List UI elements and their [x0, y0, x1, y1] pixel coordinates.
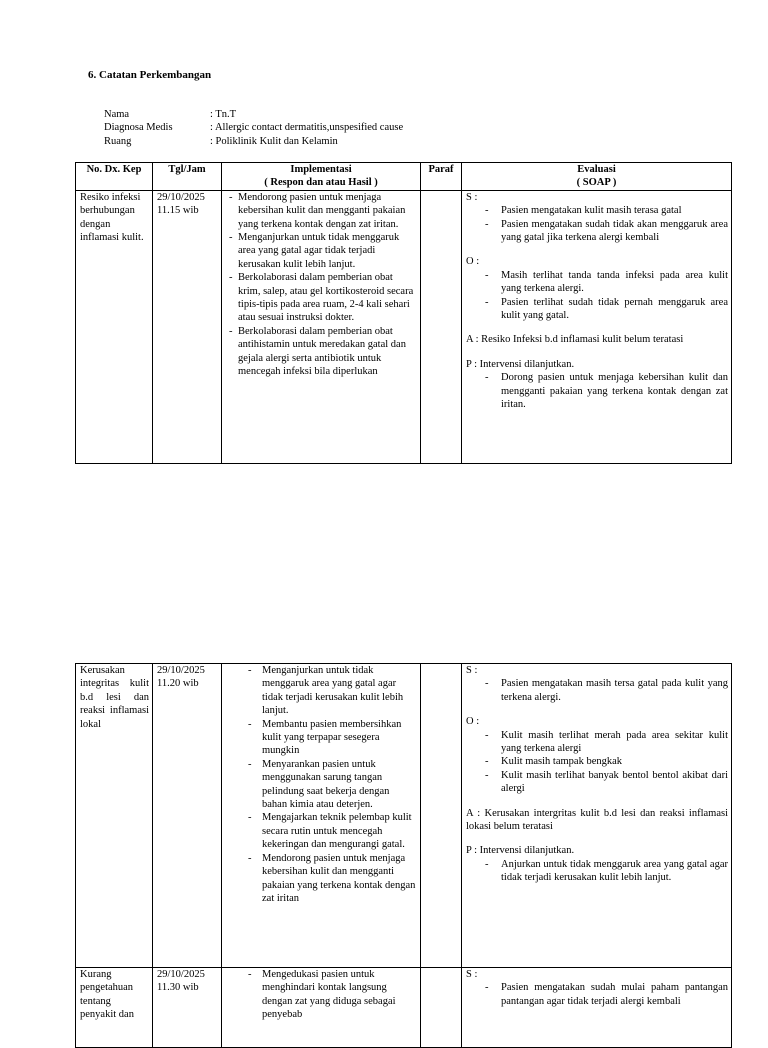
soap-s-list	[466, 981, 728, 1008]
list-item: - Menyarankan pasien untuk menggunakan sarung tangan pelindung saat bekerja dengan bahan kimia atau deterjen.	[226, 758, 417, 812]
soap-p-label: P : Intervensi dilanjutkan.	[466, 845, 575, 857]
table-row	[76, 190, 732, 463]
list-item: - Menganjurkan untuk tidak menggaruk area yang gatal agar tidak terjadi kerusakan kulit lebih lanjut.	[226, 231, 417, 271]
date-cell: 29/10/2025 11.30 wib	[153, 968, 222, 1048]
info-label: Diagnosa Medis	[104, 122, 173, 134]
date-cell: 29/10/2025 11.20 wib	[153, 664, 222, 968]
list-item: - Berkolaborasi dalam pemberian obat krim, salep, atau gel kortikosteroid secara tipis-tipis pada area ruam, 2-4 kali sehari atau sesuai instruksi dokter.	[226, 271, 417, 325]
list-item: - Pasien mengatakan kulit masih terasa gatal	[466, 204, 728, 217]
soap-o-label: O :	[466, 716, 480, 728]
list-item: - Mengajarkan teknik pelembap kulit secara rutin untuk mencegah kekeringan dan mengurangi gatal.	[226, 811, 417, 851]
list-item: - Membantu pasien membersihkan kulit yang terpapar sesegera mungkin	[226, 718, 417, 758]
paraf-cell	[421, 190, 462, 463]
dx-cell: Kurang pengetahuan tentang penyakit dan	[76, 968, 153, 1048]
soap-a-text: A : Resiko Infeksi b.d inflamasi kulit belum teratasi	[466, 334, 684, 346]
implementation-cell	[222, 664, 421, 968]
list-item: - Mendorong pasien untuk menjaga kebersihan kulit dan mengganti pakaian yang terkena kontak dengan zat iritan.	[226, 191, 417, 231]
evaluation-cell	[462, 968, 732, 1048]
dx-cell: Kerusakan integritas kulit b.d lesi dan reaksi inflamasi lokal	[76, 664, 153, 968]
evaluation-cell	[462, 664, 732, 968]
soap-s-label: S :	[466, 665, 478, 676]
progress-table-1	[75, 162, 732, 464]
evaluation-cell	[462, 190, 732, 463]
list-item: - Kulit masih terlihat merah pada area sekitar kulit yang terkena alergi	[466, 729, 728, 756]
info-row-nama	[104, 108, 403, 121]
soap-o-label: O :	[466, 256, 480, 268]
table-row	[76, 664, 732, 968]
list-item: - Kulit masih terlihat banyak bentol bentol akibat dari alergi	[466, 769, 728, 796]
table-header-row	[76, 163, 732, 191]
list-item: - Pasien mengatakan sudah tidak akan menggaruk area yang gatal jika terkena alergi kembali	[466, 218, 728, 245]
info-row-ruang	[104, 135, 403, 148]
implementation-list	[226, 968, 417, 1022]
list-item: - Menganjurkan untuk tidak menggaruk area yang gatal agar tidak terjadi kerusakan kulit lebih lanjut.	[226, 664, 417, 718]
soap-a-text: A : Kerusakan intergritas kulit b.d lesi dan reaksi inflamasi lokasi belum teratasi	[466, 807, 728, 833]
header-evaluasi: Evaluasi ( SOAP )	[462, 163, 732, 191]
implementation-cell	[222, 968, 421, 1048]
date-cell: 29/10/2025 11.15 wib	[153, 190, 222, 463]
dx-cell: Resiko infeksi berhubungan dengan inflamasi kulit.	[76, 190, 153, 463]
soap-s-label: S :	[466, 969, 478, 980]
list-item: - Dorong pasien untuk menjaga kebersihan kulit dan mengganti pakaian yang terkena kontak dengan zat iritan.	[466, 371, 728, 411]
soap-s-list	[466, 677, 728, 704]
list-item: - Berkolaborasi dalam pemberian obat antihistamin untuk meredakan gatal dan gejala alergi serta antibiotik untuk mencegah infeksi bila diperlukan	[226, 325, 417, 379]
info-label: Ruang	[104, 135, 132, 147]
table-row	[76, 968, 732, 1048]
implementation-list	[226, 191, 417, 379]
list-item: - Masih terlihat tanda tanda infeksi pada area kulit yang terkena alergi.	[466, 269, 728, 296]
implementation-list	[226, 664, 417, 905]
header-dx: No. Dx. Kep	[76, 163, 153, 191]
progress-table-2	[75, 663, 732, 1048]
soap-s-list	[466, 204, 728, 244]
header-tgl: Tgl/Jam	[153, 163, 222, 191]
paraf-cell	[421, 664, 462, 968]
paraf-cell	[421, 968, 462, 1048]
info-row-diagnosa	[104, 121, 403, 134]
info-label: Nama	[104, 109, 130, 120]
info-value: : Poliklinik Kulit dan Kelamin	[210, 135, 338, 147]
list-item: - Pasien terlihat sudah tidak pernah menggaruk area kulit yang gatal.	[466, 296, 728, 323]
header-implementasi: Implementasi ( Respon dan atau Hasil )	[222, 163, 421, 191]
header-paraf: Paraf	[421, 163, 462, 191]
list-item: - Kulit masih tampak bengkak	[466, 755, 728, 768]
soap-o-list	[466, 269, 728, 323]
soap-s-label: S :	[466, 191, 478, 203]
list-item: - Pasien mengatakan sudah mulai paham pantangan pantangan agar tidak terjadi alergi kembali	[466, 981, 728, 1008]
section-heading: 6. Catatan Perkembangan	[88, 69, 212, 81]
implementation-cell	[222, 190, 421, 463]
soap-p-list	[466, 371, 728, 411]
list-item: - Pasien mengatakan masih tersa gatal pada kulit yang terkena alergi.	[466, 677, 728, 704]
soap-o-list	[466, 729, 728, 796]
info-value: : Allergic contact dermatitis,unspesified cause	[210, 122, 404, 134]
soap-p-label: P : Intervensi dilanjutkan.	[466, 358, 575, 370]
soap-p-list	[466, 858, 728, 885]
list-item: - Anjurkan untuk tidak menggaruk area yang gatal agar tidak terjadi kerusakan kulit lebih lanjut.	[466, 858, 728, 885]
patient-info	[104, 108, 403, 148]
list-item: - Mengedukasi pasien untuk menghindari kontak langsung dengan zat yang diduga sebagai penyebab	[226, 968, 417, 1022]
list-item: - Mendorong pasien untuk menjaga kebersihan kulit dan mengganti pakaian yang terkena kontak dengan zat iritan	[226, 852, 417, 906]
info-value: : Tn.T	[210, 109, 237, 120]
